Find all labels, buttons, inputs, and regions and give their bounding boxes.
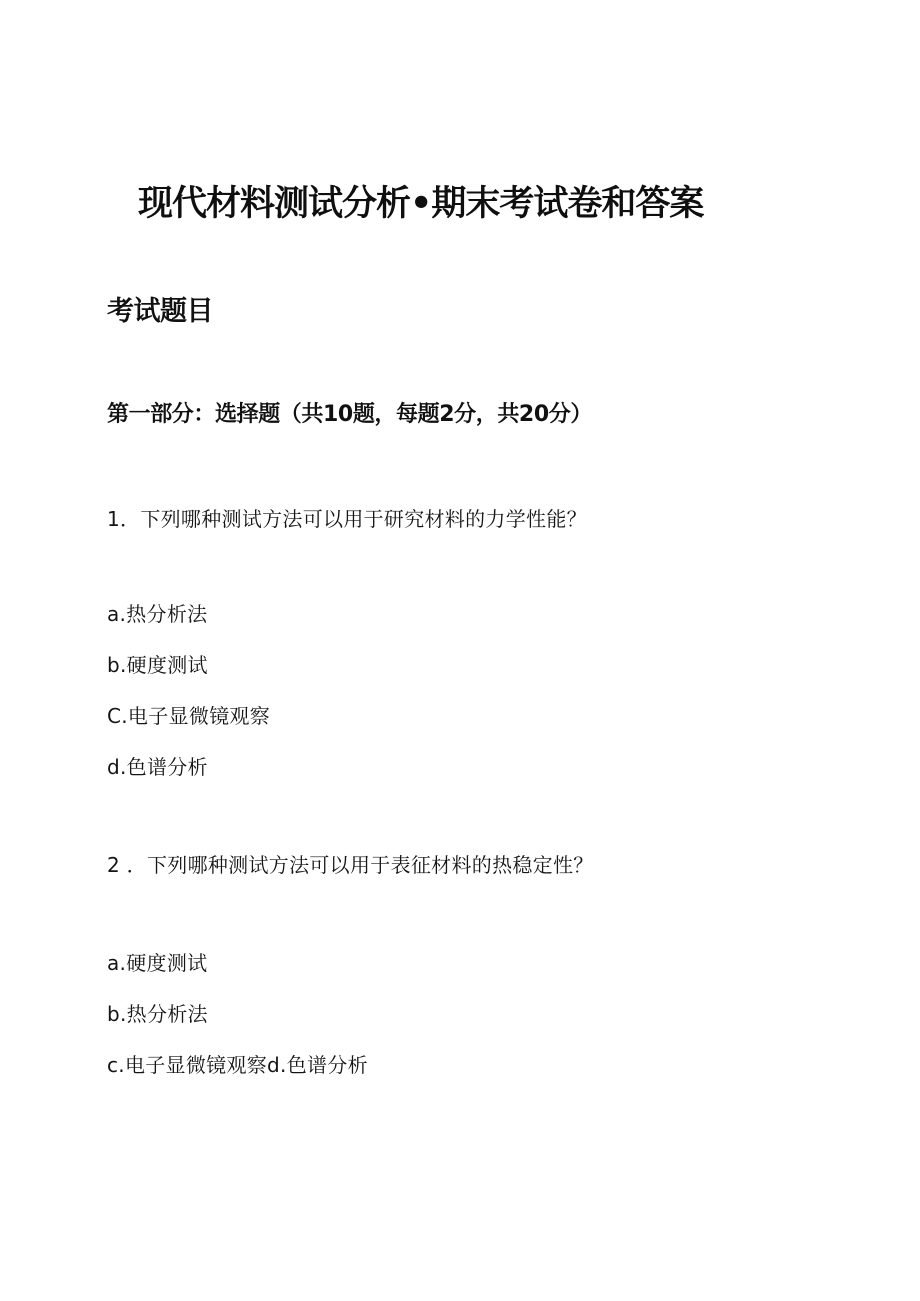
question-2-option-b: b.热分析法: [107, 1002, 208, 1026]
document-title: 现代材料测试分析•期末考试卷和答案: [138, 184, 704, 224]
question-1-option-a: a.热分析法: [107, 602, 208, 626]
question-2-options-c-d: c.电子显微镜观察d.色谱分析: [107, 1053, 368, 1077]
question-1-option-c: C.电子显微镜观察: [107, 704, 271, 728]
question-2-option-a: a.硬度测试: [107, 951, 208, 975]
question-2: 2 ．下列哪种测试方法可以用于表征材料的热稳定性？: [107, 853, 594, 877]
question-1-option-d: d.色谱分析: [107, 755, 208, 779]
part-title: 第一部分：选择题（共10题，每题2分，共20分）: [107, 402, 592, 427]
section-title: 考试题目: [107, 296, 213, 327]
question-1-option-b: b.硬度测试: [107, 653, 208, 677]
question-1: 1．下列哪种测试方法可以用于研究材料的力学性能？: [107, 507, 587, 531]
